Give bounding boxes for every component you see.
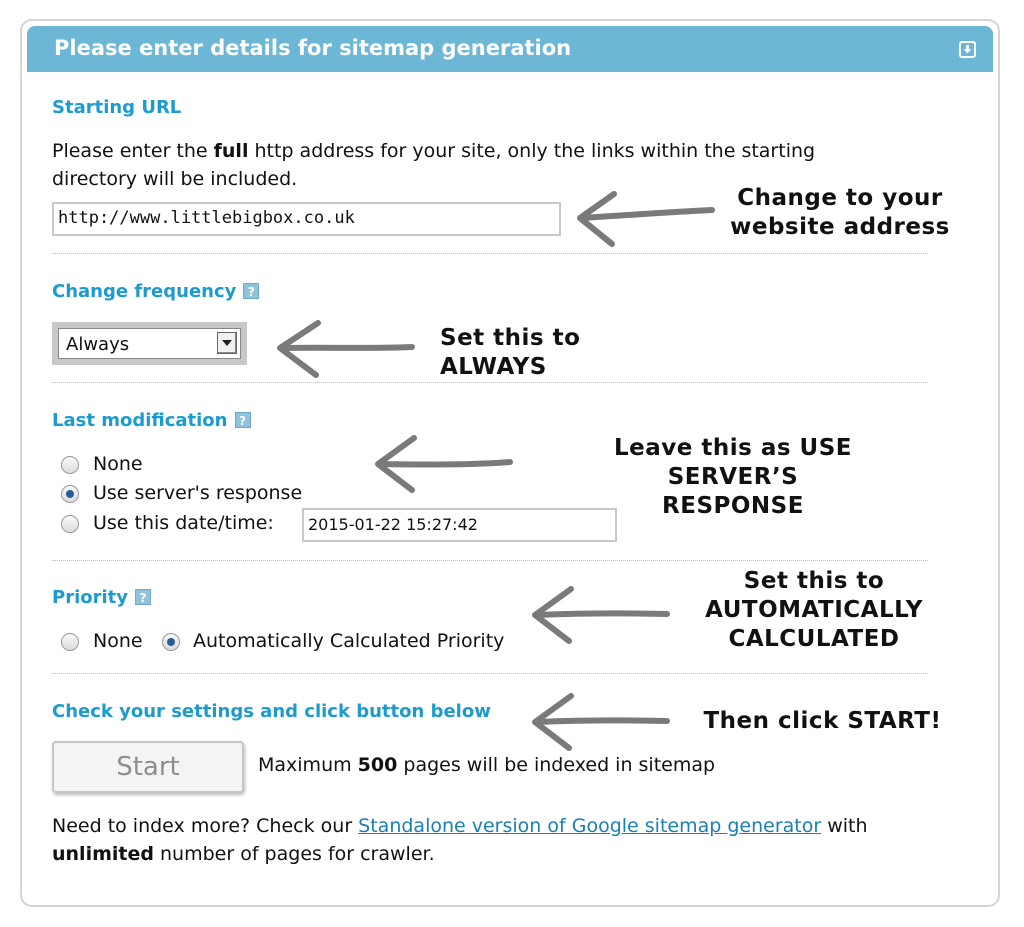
priority-auto-radio[interactable] [162, 633, 180, 651]
priority-none-radio[interactable] [61, 633, 79, 651]
select-value: Always [66, 334, 130, 355]
lastmod-server-label: Use server's response [93, 482, 303, 504]
help-icon[interactable]: ? [243, 283, 259, 299]
panel-header [27, 26, 993, 72]
starting-url-description: Please enter the full http address for your site, only the links within the starting [52, 140, 816, 162]
standalone-link[interactable]: Standalone version of Google sitemap generator [358, 815, 822, 837]
footer-line2: unlimited number of pages for crawler. [52, 843, 435, 865]
starting-url-description-line2: directory will be included. [52, 168, 298, 190]
annotation-priority: Set this to AUTOMATICALLY CALCULATED [705, 568, 923, 652]
lastmod-date-radio[interactable] [61, 515, 79, 533]
change-frequency-title: Change frequency ? [52, 281, 259, 302]
arrow-left-icon [525, 583, 675, 647]
annotation-url: Change to your website address [730, 185, 950, 240]
collapse-icon[interactable] [959, 41, 976, 58]
annotation-frequency: Set this to ALWAYS [440, 325, 581, 380]
arrow-left-icon [525, 690, 675, 754]
divider [52, 673, 928, 674]
lastmod-server-radio[interactable] [61, 485, 79, 503]
last-modification-title: Last modification ? [52, 410, 251, 431]
start-button[interactable]: Start [52, 741, 244, 793]
help-icon[interactable]: ? [235, 412, 251, 428]
annotation-lastmod: Leave this as USE SERVER’S RESPONSE [614, 435, 852, 519]
divider [52, 253, 928, 254]
change-frequency-select[interactable] [52, 322, 247, 365]
select-box[interactable] [58, 328, 241, 359]
lastmod-none-radio[interactable] [61, 456, 79, 474]
annotation-start: Then click START! [703, 708, 942, 734]
check-settings-title: Check your settings and click button below [52, 701, 491, 722]
priority-auto-label: Automatically Calculated Priority [193, 630, 505, 652]
footer-line1: Need to index more? Check our Standalone version of Google sitemap generator with [52, 815, 868, 837]
arrow-left-icon [270, 315, 420, 381]
max-pages-text: Maximum 500 pages will be indexed in sitemap [258, 754, 716, 776]
divider [52, 560, 928, 561]
starting-url-title: Starting URL [52, 97, 182, 118]
lastmod-none-label: None [93, 453, 143, 475]
arrow-left-icon [570, 188, 720, 250]
divider [52, 382, 928, 383]
starting-url-input[interactable]: http://www.littlebigbox.co.uk [52, 202, 561, 236]
priority-none-label: None [93, 630, 143, 652]
panel-title: Please enter details for sitemap generation [54, 36, 572, 60]
arrow-left-icon [368, 432, 518, 496]
lastmod-date-label: Use this date/time: [93, 512, 274, 534]
chevron-down-icon[interactable] [217, 332, 237, 354]
priority-title: Priority ? [52, 587, 151, 608]
help-icon[interactable]: ? [135, 589, 151, 605]
lastmod-datetime-input[interactable]: 2015-01-22 15:27:42 [302, 508, 617, 542]
